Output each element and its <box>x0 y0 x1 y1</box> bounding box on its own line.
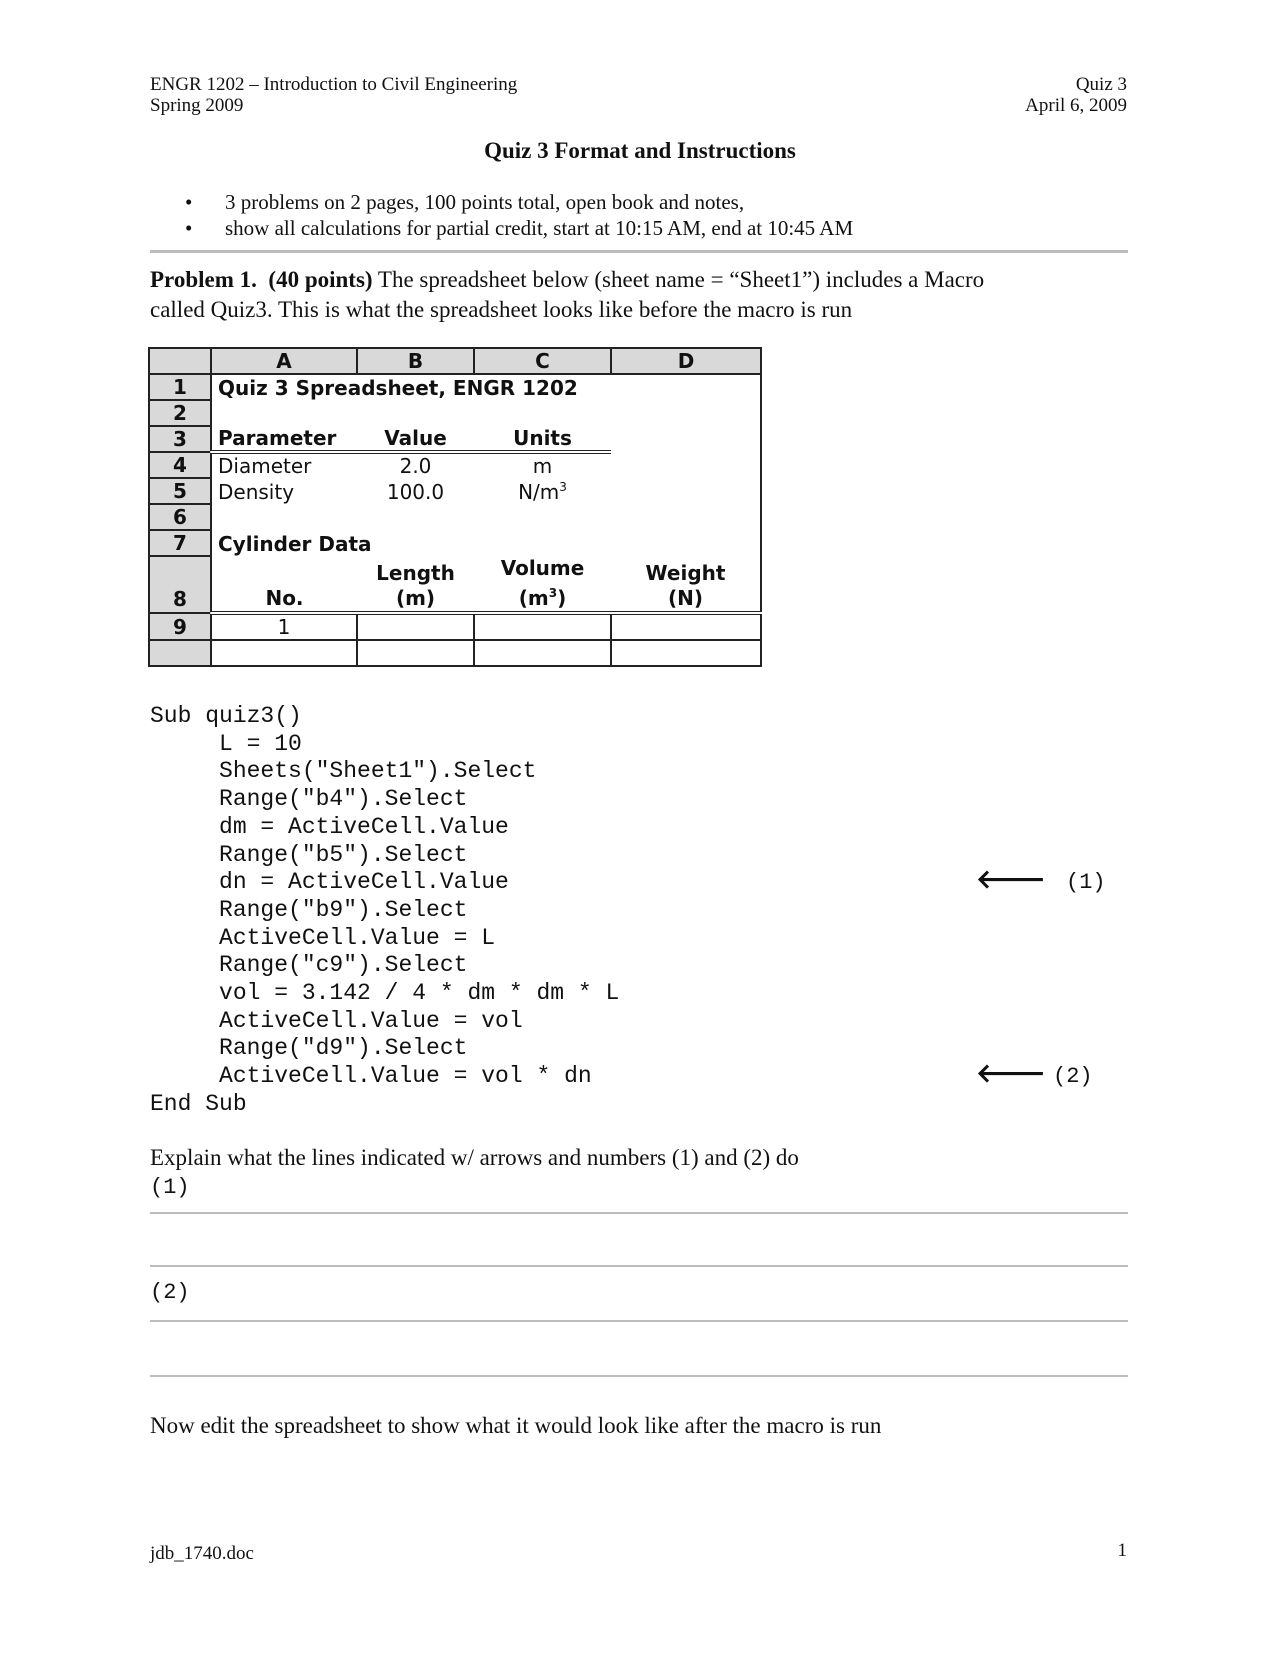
row-header: 2 <box>149 400 211 426</box>
cell <box>474 613 611 640</box>
row-header: 5 <box>149 478 211 504</box>
list-item: • show all calculations for partial credit, start at 10:15 AM, end at 10:45 AM <box>185 216 854 240</box>
cell <box>611 640 761 666</box>
table-row <box>149 530 761 556</box>
table-row <box>149 400 761 426</box>
table-row <box>149 478 761 504</box>
cell: 1 <box>211 613 357 640</box>
left-arrow-icon: 🡐 <box>976 1059 1046 1089</box>
header-right <box>1025 74 1127 116</box>
marker-1: (1) <box>1066 870 1106 895</box>
cell <box>357 613 474 640</box>
column-header: C <box>474 348 611 374</box>
cell: $N/m^3$ <box>518 480 567 504</box>
problem-text-2: called Quiz3. This is what the spreadsheet looks like before the macro is run <box>150 297 853 322</box>
answer-line[interactable] <box>150 1375 1128 1377</box>
quiz-label: Quiz 3 <box>1075 74 1127 95</box>
column-header-row <box>149 348 761 374</box>
table-row <box>149 613 761 640</box>
quiz-date: April 6, 2009 <box>1025 95 1127 116</box>
cell <box>357 640 474 666</box>
table-row <box>149 640 761 666</box>
cell: 100.0 <box>386 480 445 504</box>
no-header: No. <box>211 556 357 613</box>
table-row <box>149 452 761 478</box>
corner-cell <box>149 348 211 374</box>
list-item: • 3 problems on 2 pages, 100 points total, open book and notes, <box>185 190 745 214</box>
row-header: 8 <box>149 556 211 613</box>
problem-text-1: The spreadsheet below (sheet name = “Sheet1”) includes a Macro <box>372 267 985 292</box>
page-number: 1 <box>1117 1540 1127 1561</box>
cell: Density <box>218 480 295 504</box>
value-header: Value <box>357 426 474 452</box>
page-title: Quiz 3 Format and Instructions <box>484 138 796 163</box>
explain-prompt: Explain what the lines indicated w/ arrows and numbers (1) and (2) do <box>150 1145 799 1170</box>
row-header: 7 <box>149 530 211 556</box>
cell <box>611 613 761 640</box>
row-header: 4 <box>149 452 211 478</box>
problem-points: (40 points) <box>268 267 373 292</box>
table-row <box>149 374 761 400</box>
length-header: Length (m) <box>357 556 474 613</box>
course-title: ENGR 1202 – Introduction to Civil Engineering <box>150 74 518 95</box>
cell: m <box>532 454 553 478</box>
cell <box>211 640 357 666</box>
spreadsheet <box>148 347 762 667</box>
volume-header: Volume $(m^3)$ <box>474 556 611 613</box>
row-header: 1 <box>149 374 211 400</box>
param-header: Parameter <box>211 426 357 452</box>
column-header: D <box>611 348 761 374</box>
cell: Diameter <box>218 454 312 478</box>
cylinder-data-title: Cylinder Data <box>218 532 372 556</box>
answer-line[interactable] <box>150 1320 1128 1322</box>
units-header: Units <box>474 426 611 452</box>
row-header <box>149 640 211 666</box>
column-header: A <box>211 348 357 374</box>
left-arrow-icon: 🡐 <box>976 865 1046 895</box>
row-header: 6 <box>149 504 211 530</box>
row-header: 3 <box>149 426 211 452</box>
answer-label-2: (2) <box>150 1280 190 1305</box>
weight-header: Weight (N) <box>611 556 761 613</box>
instructions-list <box>185 189 853 241</box>
table-row <box>149 556 761 613</box>
cell <box>474 640 611 666</box>
cell: 2.0 <box>399 454 432 478</box>
problem-label: Problem 1. <box>150 267 257 292</box>
answer-line[interactable] <box>150 1265 1128 1267</box>
row-header: 9 <box>149 613 211 640</box>
answer-line[interactable] <box>150 1212 1128 1214</box>
edit-instruction: Now edit the spreadsheet to show what it would look like after the macro is run <box>150 1413 882 1438</box>
table-row <box>149 504 761 530</box>
sheet-title-cell: Quiz 3 Spreadsheet, ENGR 1202 <box>218 376 578 400</box>
answer-label-1: (1) <box>150 1175 190 1200</box>
marker-2: (2) <box>1053 1064 1093 1089</box>
table-row <box>149 426 761 452</box>
term: Spring 2009 <box>150 95 244 116</box>
problem-1-statement <box>150 265 1130 325</box>
column-header: B <box>357 348 474 374</box>
divider <box>150 250 1128 253</box>
header-left <box>150 74 517 116</box>
footer-filename: jdb_1740.doc <box>150 1543 254 1564</box>
macro-code: Sub quiz3() L = 10 Sheets("Sheet1").Select Range("b4").Select dm = ActiveCell.Value Range("b5").Select dn = ActiveCell.Value Range("b9").Select ActiveCell.Value = L Range("c9").Select vol = 3.142 / 4 * dm * dm * L ActiveCell.Value = vol Range("d9").Select ActiveCell.Value = vol * dn End Sub <box>150 703 620 1117</box>
